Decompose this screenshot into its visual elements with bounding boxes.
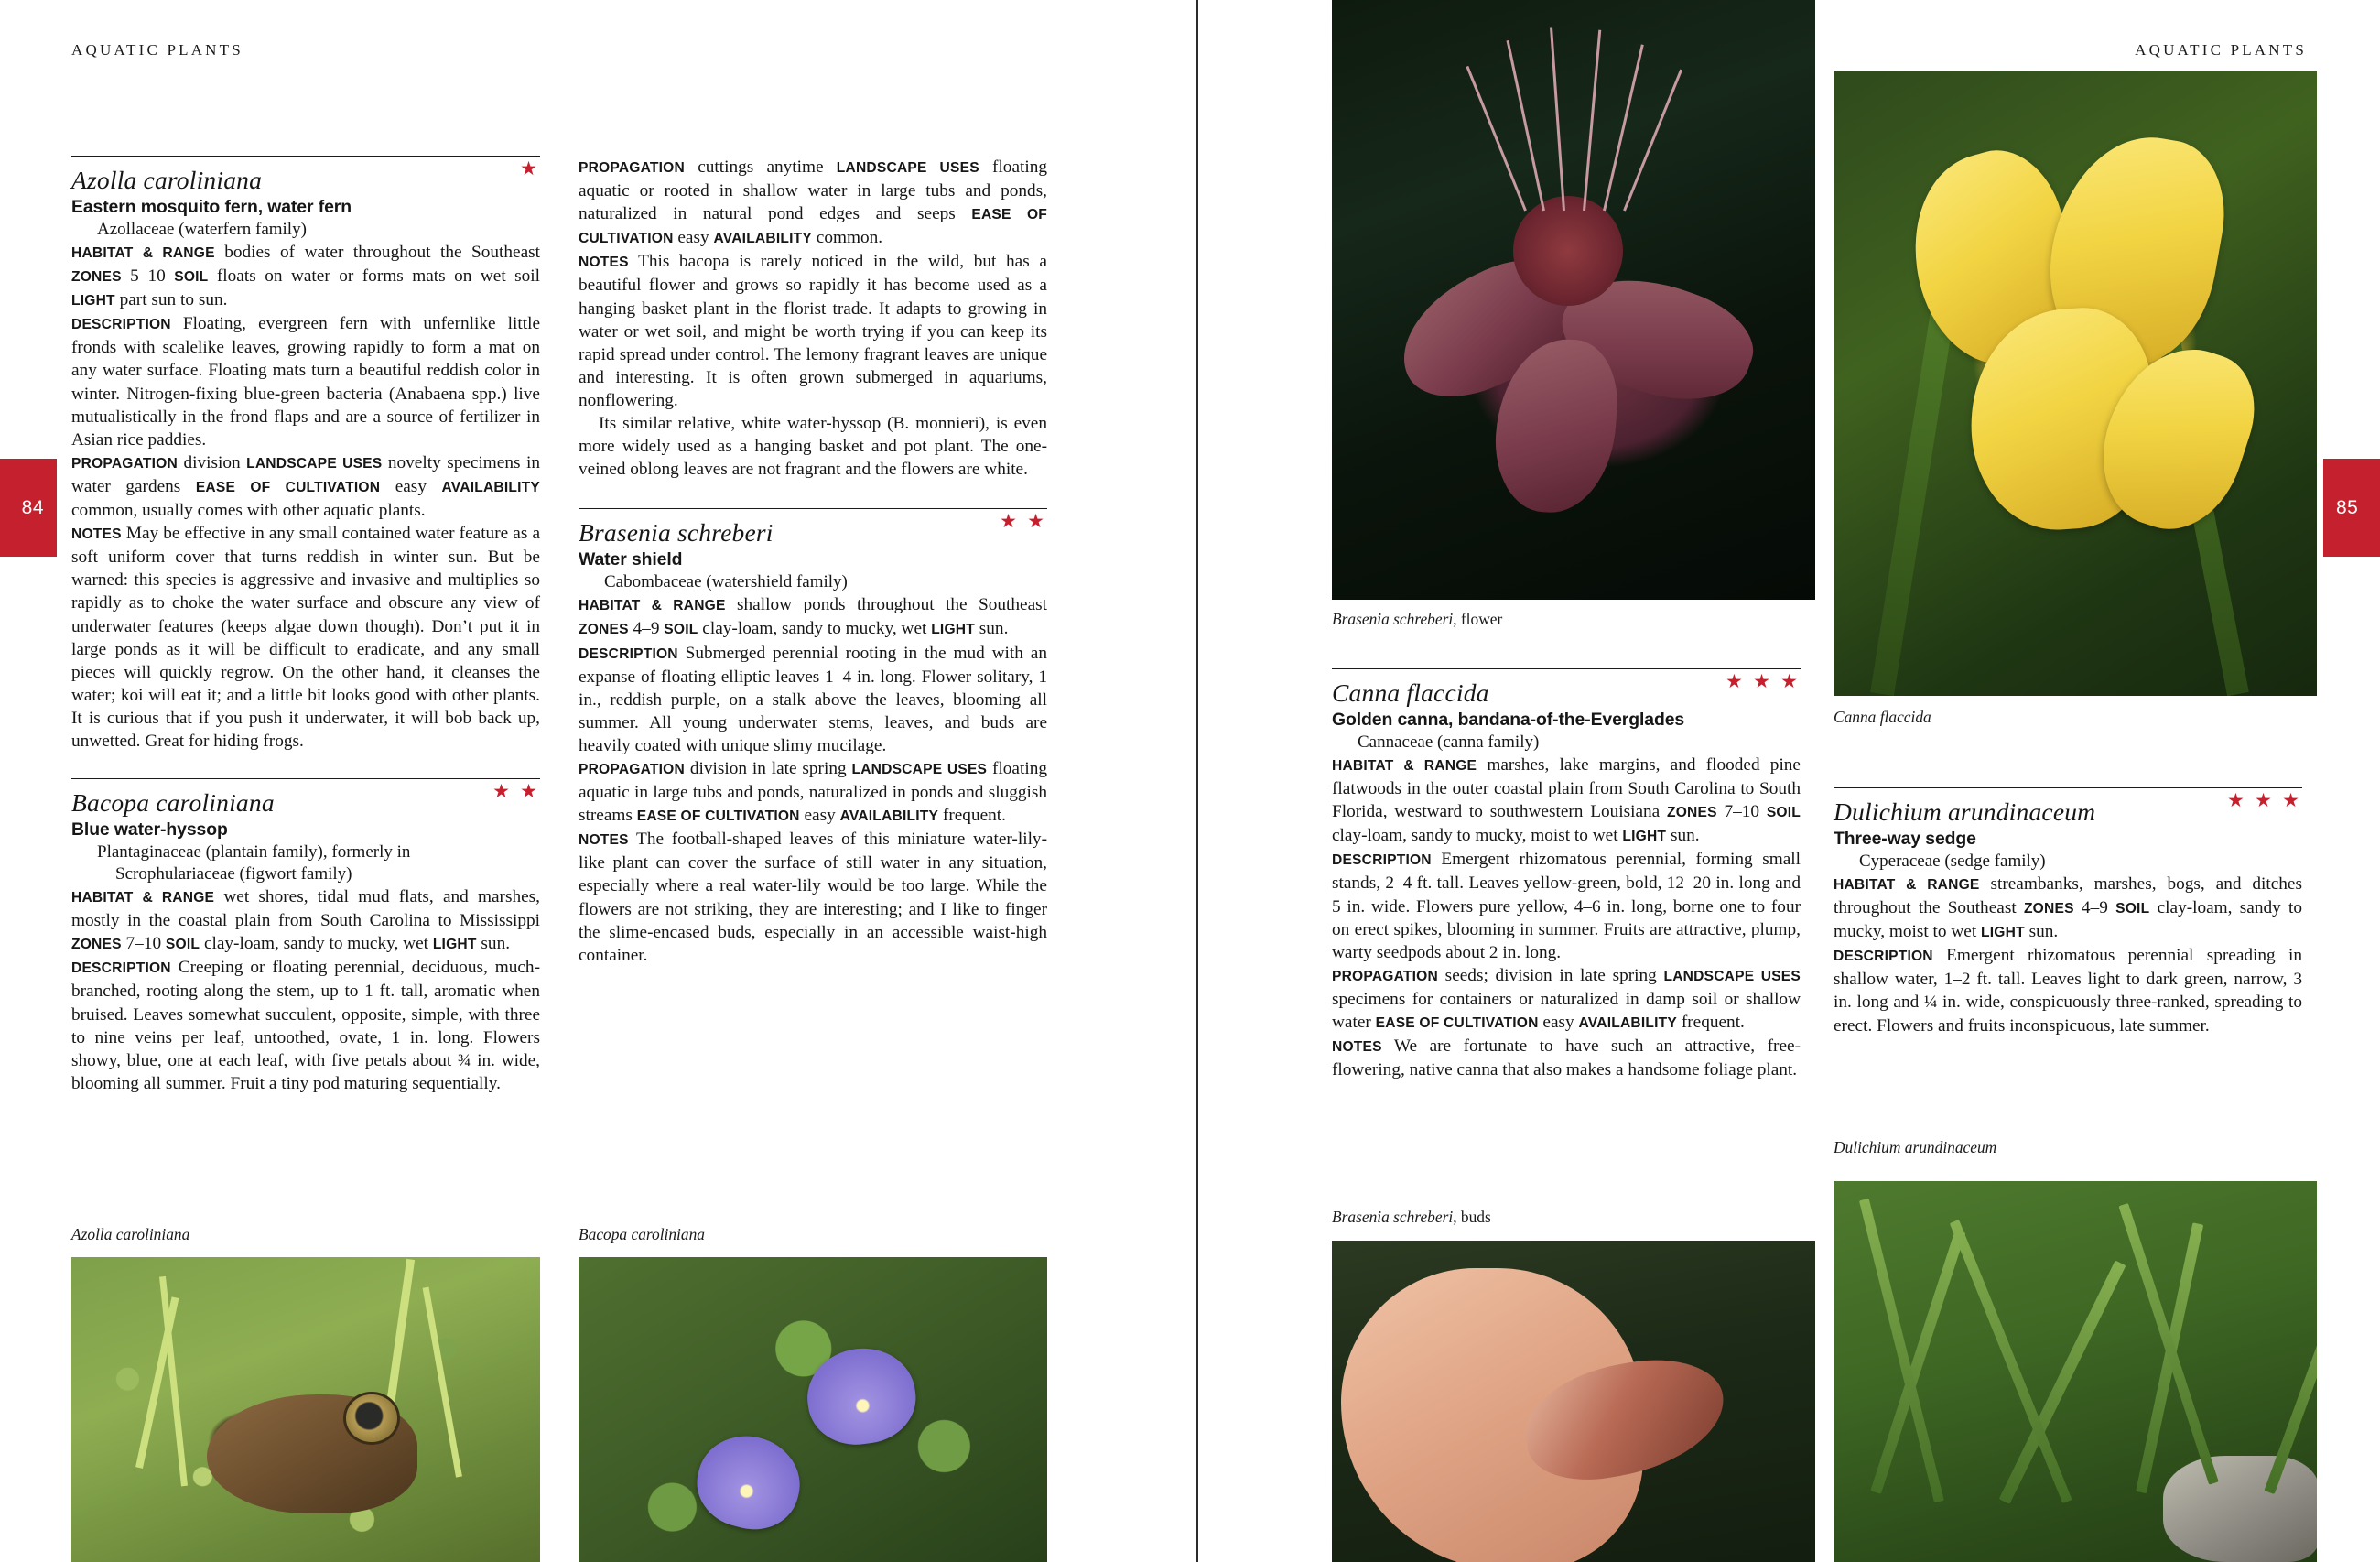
habitat-paragraph xyxy=(1332,754,1801,848)
habitat-paragraph xyxy=(71,885,540,956)
soil-text: clay-loam, sandy to mucky, wet xyxy=(200,934,433,954)
photo-bacopa-caroliniana xyxy=(579,1257,1047,1562)
description-text: Emergent rhizomatous perennial spreading in shallow water, 1–2 ft. tall. Leaves light to dark green, narrow, 3 in. long and ¼ in. wide, conspicuously three-ranked, spreading to erect. Flowers and fruits inconspicuous, late summer. xyxy=(1834,946,2302,1036)
habitat-text: wet shores, tidal mud flats, and marshes, mostly in the coastal plain from South Carolina to Mississippi xyxy=(71,887,541,931)
entry-rule xyxy=(579,508,1047,509)
notes-label: NOTES xyxy=(579,832,629,849)
entry-rule xyxy=(1834,787,2302,788)
light-label: LIGHT xyxy=(71,293,115,309)
notes-text: We are fortunate to have such an attractive, free-flowering, native canna that also makes a handsome foliage plant. xyxy=(1332,1036,1801,1080)
zones-label: ZONES xyxy=(71,269,122,286)
light-label: LIGHT xyxy=(432,937,477,953)
description-label: DESCRIPTION xyxy=(579,645,678,662)
ease-text: easy xyxy=(380,476,442,496)
availability-label: AVAILABILITY xyxy=(713,231,812,247)
soil-label: SOIL xyxy=(165,937,200,953)
column-one xyxy=(71,156,540,1095)
soil-text: clay-loam, sandy to mucky, moist to wet xyxy=(1834,898,2303,942)
description-label: DESCRIPTION xyxy=(1332,852,1432,869)
ease-text: easy xyxy=(673,228,714,248)
light-text: sun. xyxy=(974,619,1009,639)
habitat-text: shallow ponds throughout the Southeast xyxy=(725,595,1047,615)
soil-text: floats on water or forms mats on wet soil xyxy=(208,266,540,287)
scientific-name: Bacopa caroliniana xyxy=(71,788,275,818)
common-name: Three-way sedge xyxy=(1834,829,1976,849)
scientific-name: Azolla caroliniana xyxy=(71,166,263,194)
caption-brasenia-flower xyxy=(1332,609,1502,629)
bacopa-continued xyxy=(579,156,1047,481)
plant-family: Cabombaceae (watershield family) xyxy=(604,572,848,592)
caption-brasenia-buds-rest: , buds xyxy=(1453,1208,1491,1226)
propagation-label: PROPAGATION xyxy=(579,761,685,777)
propagation-label: PROPAGATION xyxy=(579,160,685,176)
availability-text: frequent. xyxy=(1677,1013,1745,1033)
notes-text: This bacopa is rarely noticed in the wild, but has a beautiful flower and grows so rapidly it has become used as a hanging basket plant in the florist trade. It adapts to growing in water or wet soil, and might be worth trying if you can keep its rapid spread under control. The lemony fragrant leaves are unique and interesting. It is often grown submerged in aquariums, nonflowering. xyxy=(579,252,1047,410)
notes-paragraph xyxy=(71,522,540,753)
entry-canna-flaccida xyxy=(1332,668,1801,1081)
zones-label: ZONES xyxy=(579,622,629,638)
landscape-uses-label: LANDSCAPE USES xyxy=(836,160,979,176)
soil-text: clay-loam, sandy to mucky, moist to wet xyxy=(1332,826,1623,846)
description-paragraph xyxy=(1834,944,2302,1036)
scientific-name: Dulichium arundinaceum xyxy=(1834,797,2096,826)
photo-dulichium-arundinaceum xyxy=(1834,1181,2317,1562)
habitat-text: bodies of water throughout the Southeast xyxy=(214,243,541,262)
notes-paragraph xyxy=(579,828,1047,967)
habitat-label: HABITAT & RANGE xyxy=(71,890,215,906)
plant-family-line1: Plantaginaceae (plantain family), formerly in xyxy=(97,842,411,862)
ease-label: EASE OF CULTIVATION xyxy=(1375,1015,1539,1032)
availability-label: AVAILABILITY xyxy=(1578,1015,1677,1032)
propagation-label: PROPAGATION xyxy=(1332,968,1438,984)
light-label: LIGHT xyxy=(931,622,975,638)
landscape-uses-text: floating aquatic in large tubs and ponds, naturalized in ponds and sluggish streams xyxy=(579,758,1047,826)
light-label: LIGHT xyxy=(1981,925,2025,941)
habitat-text: marshes, lake margins, and flooded pine flatwoods in the outer coastal plain from South Carolina to South Florida, westward to southwestern Louisiana xyxy=(1332,755,1801,822)
description-paragraph xyxy=(579,642,1047,757)
landscape-uses-label: LANDSCAPE USES xyxy=(851,761,988,777)
zones-text: 5–10 xyxy=(121,266,175,287)
zones-text: 7–10 xyxy=(121,934,166,954)
photo-azolla-caroliniana xyxy=(71,1257,540,1562)
soil-label: SOIL xyxy=(2115,901,2150,917)
zones-text: 4–9 xyxy=(628,619,665,639)
availability-text: frequent. xyxy=(938,806,1006,826)
photo-brasenia-schreberi-buds xyxy=(1332,1241,1815,1562)
entry-dulichium-arundinaceum xyxy=(1834,787,2302,1037)
ease-text: easy xyxy=(1538,1013,1579,1033)
habitat-text: streambanks, marshes, bogs, and ditches throughout the Southeast xyxy=(1834,874,2302,918)
entry-rule xyxy=(71,778,540,779)
common-name: Blue water-hyssop xyxy=(71,819,228,841)
notes-label: NOTES xyxy=(1332,1039,1382,1056)
zones-text: 7–10 xyxy=(1716,802,1767,822)
caption-bacopa xyxy=(579,1224,705,1244)
landscape-uses-text: specimens for containers or naturalized in damp soil or shallow water xyxy=(1332,989,1801,1033)
habitat-paragraph xyxy=(71,241,540,312)
description-paragraph xyxy=(71,312,540,451)
notes-paragraph xyxy=(1332,1035,1801,1081)
landscape-uses-text: novelty specimens in water gardens xyxy=(71,452,540,496)
description-text: Emergent rhizomatous perennial, forming small stands, 2–4 ft. tall. Leaves yellow-green, bold, 12–20 in. long and 5 in. wide. Flowers pure yellow, 4–6 in. long, borne one to four on erect spikes, blooming in summer. Fruits are attractive, plump, warty seedpods about 2 in. long. xyxy=(1332,850,1801,962)
column-two xyxy=(579,156,1047,967)
soil-text: clay-loam, sandy to mucky, wet xyxy=(698,619,932,639)
habitat-label: HABITAT & RANGE xyxy=(1332,758,1477,774)
entry-azolla-caroliniana xyxy=(71,156,540,753)
common-name: Water shield xyxy=(579,549,683,570)
running-head-right: AQUATIC PLANTS xyxy=(2135,41,2307,59)
scientific-name: Brasenia schreberi xyxy=(579,518,774,548)
caption-brasenia-buds xyxy=(1332,1207,1491,1227)
caption-dulichium xyxy=(1834,1137,1996,1157)
propagation-text: division xyxy=(177,452,247,472)
propagation-paragraph xyxy=(1332,964,1801,1035)
light-label: LIGHT xyxy=(1622,829,1667,845)
soil-label: SOIL xyxy=(174,269,209,286)
common-name: Golden canna, bandana-of-the-Everglades xyxy=(1332,710,1685,730)
habitat-paragraph xyxy=(1834,873,2302,944)
propagation-paragraph xyxy=(71,451,540,522)
column-three xyxy=(1332,668,1801,1081)
entry-rule xyxy=(71,156,540,157)
plant-family: Azollaceae (waterfern family) xyxy=(97,220,307,239)
caption-canna xyxy=(1834,707,1931,727)
caption-brasenia-flower-rest: , flower xyxy=(1453,610,1503,628)
zones-text: 4–9 xyxy=(2073,898,2116,918)
propagation-text: cuttings anytime xyxy=(684,157,837,177)
description-paragraph xyxy=(1332,848,1801,963)
light-text: sun. xyxy=(2024,922,2059,942)
caption-azolla xyxy=(71,1224,189,1244)
description-label: DESCRIPTION xyxy=(71,317,171,333)
caption-canna-text: Canna flaccida xyxy=(1834,708,1931,726)
plant-family: Cannaceae (canna family) xyxy=(1358,732,1540,752)
entry-bacopa-caroliniana xyxy=(71,778,540,1095)
rating-stars: ★ xyxy=(520,157,540,179)
page-number-right: 85 xyxy=(2323,459,2380,557)
availability-label: AVAILABILITY xyxy=(839,808,939,825)
caption-bacopa-text: Bacopa caroliniana xyxy=(579,1225,705,1243)
propagation-paragraph xyxy=(579,757,1047,828)
zones-label: ZONES xyxy=(1667,805,1717,821)
landscape-uses-text: floating aquatic or rooted in shallow water in large tubs and ponds, naturalized in natural pond edges and seeps xyxy=(579,157,1047,224)
description-text: Floating, evergreen fern with unfernlike little fronds with scalelike leaves, growing rapidly to form a mat on any water surface. Floating mats turn a beautiful reddish color in winter. Nitrogen-fixing blue-green bacteria (Anabaena spp.) live mutualistically in the frond flaps and are a source of fertilizer in Asian rice paddies. xyxy=(71,314,540,450)
description-text: Submerged perennial rooting in the mud with an expanse of floating elliptic leaves 1–4 in. long. Flower solitary, 1 in., reddish purple, on a stalk above the leaves, blooming all summer. All young underwater stems, leaves, and buds are heavily coated with unique slimy mucilage. xyxy=(579,643,1047,755)
gutter-divider xyxy=(1196,0,1198,1562)
notes-label: NOTES xyxy=(71,526,122,543)
scientific-name: Canna flaccida xyxy=(1332,678,1489,707)
entry-rule xyxy=(1332,668,1801,669)
ease-label: EASE OF CULTIVATION xyxy=(579,207,1047,247)
caption-brasenia-buds-sci: Brasenia schreberi xyxy=(1332,1208,1454,1226)
soil-label: SOIL xyxy=(1766,805,1801,821)
habitat-label: HABITAT & RANGE xyxy=(1834,877,1980,893)
rating-stars: ★ ★ xyxy=(1000,510,1047,533)
column-four xyxy=(1834,787,2302,1037)
habitat-label: HABITAT & RANGE xyxy=(579,598,726,614)
notes-paragraph xyxy=(579,250,1047,412)
habitat-label: HABITAT & RANGE xyxy=(71,245,215,261)
availability-text: common, usually comes with other aquatic plants. xyxy=(71,501,426,521)
soil-label: SOIL xyxy=(664,622,698,638)
availability-label: AVAILABILITY xyxy=(441,479,540,495)
zones-label: ZONES xyxy=(71,937,122,953)
caption-dulichium-text: Dulichium arundinaceum xyxy=(1834,1138,1997,1156)
notes-paragraph-2: Its similar relative, white water-hyssop (B. monnieri), is even more widely used as a hanging basket and pot plant. The one-veined oblong leaves are not fragrant and the flowers are white. xyxy=(579,414,1047,480)
ease-text: easy xyxy=(799,806,840,826)
description-text: Creeping or floating perennial, deciduous, much-branched, rooting along the stem, up to 1 ft. tall, aromatic when bruised. Leaves somewhat succulent, opposite, simple, with three to nine veins per leaf, untoothed, ovate, 1 in. long. Flowers showy, blue, one at each leaf, with five petals about ¾ in. wide, blooming all summer. Fruit a tiny pod maturing sequentially. xyxy=(71,958,540,1093)
entry-brasenia-schreberi xyxy=(579,508,1047,967)
caption-brasenia-flower-sci: Brasenia schreberi xyxy=(1332,610,1454,628)
plant-family-line2: Scrophulariaceae (figwort family) xyxy=(115,864,352,884)
notes-label: NOTES xyxy=(579,255,629,271)
photo-canna-flaccida xyxy=(1834,71,2317,696)
landscape-uses-label: LANDSCAPE USES xyxy=(246,455,383,472)
rating-stars: ★ ★ ★ xyxy=(2227,789,2302,811)
light-text: sun. xyxy=(1666,826,1700,846)
light-text: sun. xyxy=(476,934,511,954)
ease-label: EASE OF CULTIVATION xyxy=(636,808,800,825)
propagation-paragraph xyxy=(579,156,1047,250)
caption-azolla-text: Azolla caroliniana xyxy=(71,1225,190,1243)
propagation-text: seeds; division in late spring xyxy=(1437,965,1664,985)
description-paragraph xyxy=(71,956,540,1095)
description-label: DESCRIPTION xyxy=(71,960,171,977)
propagation-label: PROPAGATION xyxy=(71,455,178,472)
notes-text: May be effective in any small contained water feature as a soft uniform cover that turns reddish in winter sun. But be warned: this species is aggressive and invasive and multiplies so rapidly as to choke the water surface and obscure any view of underwater features (keeps algae down though). Don’t put it in large ponds as it will be difficult to eradicate, and any small pieces will quickly regrow. On the other hand, it cleanses the water; koi will eat it; and a little bit looks good with other plants. It is curious that if you push it underwater, it will bob back up, unwetted. Great for hiding frogs. xyxy=(71,524,540,751)
running-head-left: AQUATIC PLANTS xyxy=(71,41,243,59)
availability-text: common. xyxy=(811,228,883,248)
photo-brasenia-schreberi-flower xyxy=(1332,0,1815,600)
zones-label: ZONES xyxy=(2023,901,2074,917)
propagation-text: division in late spring xyxy=(684,758,852,778)
habitat-paragraph xyxy=(579,593,1047,641)
common-name: Eastern mosquito fern, water fern xyxy=(71,197,352,217)
description-label: DESCRIPTION xyxy=(1834,949,1933,965)
ease-label: EASE OF CULTIVATION xyxy=(195,479,381,495)
landscape-uses-label: LANDSCAPE USES xyxy=(1663,968,1801,984)
page-number-left: 84 xyxy=(0,459,57,557)
notes-text: The football-shaped leaves of this miniature water-lily-like plant can cover the surface of still water in any situation, especially where a real water-lily would be too large. While the flowers are not striking, they are interesting; and I like to finger the slime-encased buds, especially in an accessible waist-high container. xyxy=(579,830,1047,965)
plant-family: Cyperaceae (sedge family) xyxy=(1859,852,2046,871)
light-text: part sun to sun. xyxy=(114,290,228,310)
rating-stars: ★ ★ ★ xyxy=(1726,670,1801,692)
rating-stars: ★ ★ xyxy=(492,780,540,803)
